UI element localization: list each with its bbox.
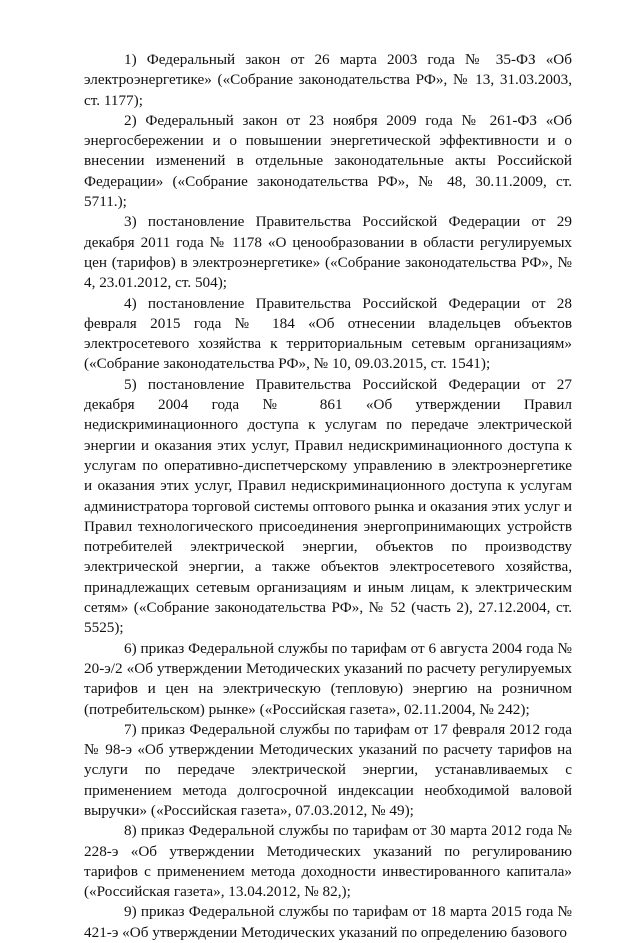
document-page <box>84 50 572 943</box>
list-item: 3) постановление Правительства Российской Федерации от 29 декабря 2011 года № 1178 «О ценообразовании в области регулируемых цен (тарифов) в электроэнергетике» («Собрание законодательства РФ», № 4, 23.01.2012, ст. 504); <box>84 213 572 292</box>
list-item: 4) постановление Правительства Российской Федерации от 28 февраля 2015 года № 184 «Об отнесении владельцев объектов электросетевого хозяйства к территориальным сетевым организациям» («Собрание законодательства РФ», № 10, 09.03.2015, ст. 1541); <box>84 294 572 373</box>
list-item: 5) постановление Правительства Российской Федерации от 27 декабря 2004 года № 861 «Об утверждении Правил недискриминационного доступа к услугам по передаче электрической энергии и оказания этих услуг, Правил недискриминационного доступа к услугам по оперативно-диспетчерскому управлению в электроэнергетике и оказания этих услуг, Правил недискриминационного доступа к услугам администратора торговой системы оптового рынка и оказания этих услуг и Правил технологического присоединения энергопринимающих устройств потребителей электрической энергии, объектов по производству электрической энергии, а также объектов электросетевого хозяйства, принадлежащих сетевым организациям и иным лицам, к электрическим сетям» («Собрание законодательства РФ», № 52 (часть 2), 27.12.2004, ст. 5525); <box>84 375 572 637</box>
list-item: 6) приказ Федеральной службы по тарифам от 6 августа 2004 года № 20-э/2 «Об утверждении Методических указаний по расчету регулируемых тарифов и цен на электрическую (тепловую) энергию на розничном (потребительском) рынке» («Российская газета», 02.11.2004, № 242); <box>84 639 572 718</box>
list-item: 9) приказ Федеральной службы по тарифам от 18 марта 2015 года № 421-э «Об утверждении Методических указаний по определению базового <box>84 903 572 941</box>
list-item: 2) Федеральный закон от 23 ноября 2009 года № 261-ФЗ «Об энергосбережении и о повышении энергетической эффективности и о внесении изменений в отдельные законодательные акты Российской Федерации» («Собрание законодательства РФ», № 48, 30.11.2009, ст. 5711.); <box>84 111 572 211</box>
list-item: 7) приказ Федеральной службы по тарифам от 17 февраля 2012 года № 98-э «Об утверждении Методических указаний по расчету тарифов на услуги по передаче электрической энергии, устанавливаемых с применением метода долгосрочной индексации необходимой валовой выручки» («Российская газета», 07.03.2012, № 49); <box>84 720 572 819</box>
list-item: 1) Федеральный закон от 26 марта 2003 года № 35-ФЗ «Об электроэнергетике» («Собрание законодательства РФ», № 13, 31.03.2003, ст. 1177); <box>84 51 572 109</box>
list-item: 8) приказ Федеральной службы по тарифам от 30 марта 2012 года № 228-э «Об утверждении Методических указаний по регулированию тарифов с применением метода доходности инвестированного капитала» («Российская газета», 13.04.2012, № 82,); <box>84 822 572 901</box>
